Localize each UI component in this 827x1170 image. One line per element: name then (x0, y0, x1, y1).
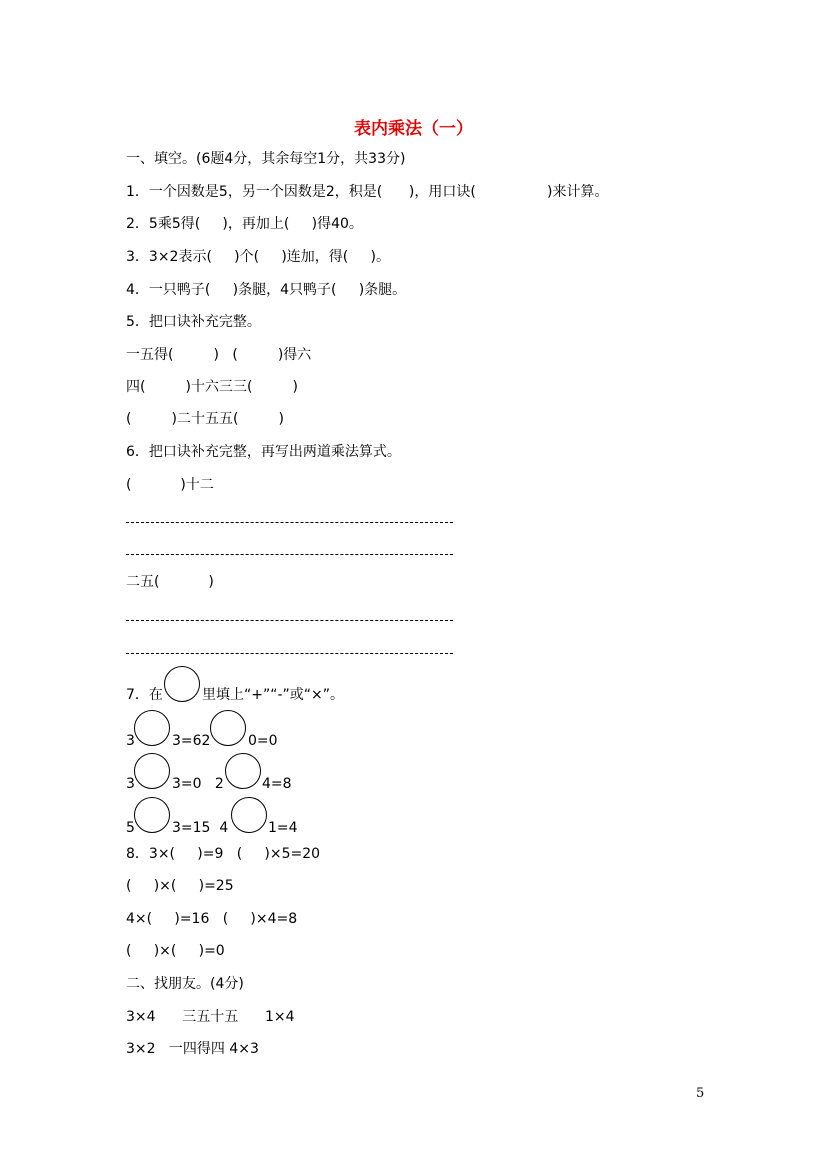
answer-circle (210, 710, 246, 746)
question-7-row-3-a: 5 (126, 820, 135, 836)
question-1: 1．一个因数是5，另一个因数是2，积是( )，用口诀( )来计算。 (126, 184, 609, 200)
answer-circle (134, 753, 170, 789)
question-7-row-1-c: 0=0 (248, 733, 278, 749)
page-title: 表内乘法（一） (354, 119, 473, 139)
question-7-row-2-a: 3 (126, 776, 135, 792)
question-7-row-2-c: 4=8 (262, 776, 292, 792)
answer-line (126, 522, 453, 523)
answer-circle (164, 666, 200, 702)
question-2: 2．5乘5得( )，再加上( )得40。 (126, 216, 363, 232)
question-5-line-1: 一五得( ) ( )得六 (126, 347, 312, 363)
question-7-row-2-b: 3=0 2 (172, 776, 224, 792)
question-7-prefix: 7．在 (126, 687, 163, 703)
question-4: 4．一只鸭子( )条腿，4只鸭子( )条腿。 (126, 282, 407, 298)
answer-line (126, 554, 453, 555)
question-6-formula-a: ( )十二 (126, 477, 214, 493)
page-number: 5 (696, 1086, 705, 1101)
answer-circle (225, 753, 261, 789)
question-8-line-4: ( )×( )=0 (126, 943, 225, 959)
question-7-row-1-b: 3=62 (172, 733, 211, 749)
question-6-formula-b: 二五( ) (126, 574, 214, 590)
question-5: 5．把口诀补充完整。 (126, 314, 261, 330)
question-7-instruction: 里填上“+”“-”或“×”。 (202, 687, 345, 703)
section-2-line-1: 3×4 三五十五 1×4 (126, 1009, 295, 1025)
question-3: 3．3×2表示( )个( )连加，得( )。 (126, 249, 390, 265)
answer-line (126, 620, 453, 621)
question-7-row-3-c: 1=4 (268, 820, 298, 836)
question-7-row-1-a: 3 (126, 733, 135, 749)
question-8-line-3: 4×( )=16 ( )×4=8 (126, 911, 298, 927)
question-8-line-2: ( )×( )=25 (126, 878, 234, 894)
answer-circle (134, 710, 170, 746)
question-8-line-1: 8．3×( )=9 ( )×5=20 (126, 846, 321, 862)
section-2-heading: 二、找朋友。(4分) (126, 976, 244, 992)
answer-circle (231, 797, 267, 833)
section-2-line-2: 3×2 一四得四 4×3 (126, 1041, 259, 1057)
question-5-line-3: ( )二十五五( ) (126, 411, 284, 427)
answer-circle (134, 797, 170, 833)
answer-line (126, 653, 453, 654)
section-1-heading: 一、填空。(6题4分，其余每空1分，共33分) (126, 151, 406, 167)
question-6: 6．把口诀补充完整，再写出两道乘法算式。 (126, 444, 401, 460)
question-5-line-2: 四( )十六三三( ) (126, 379, 298, 395)
question-7-row-3-b: 3=15 4 (172, 820, 229, 836)
